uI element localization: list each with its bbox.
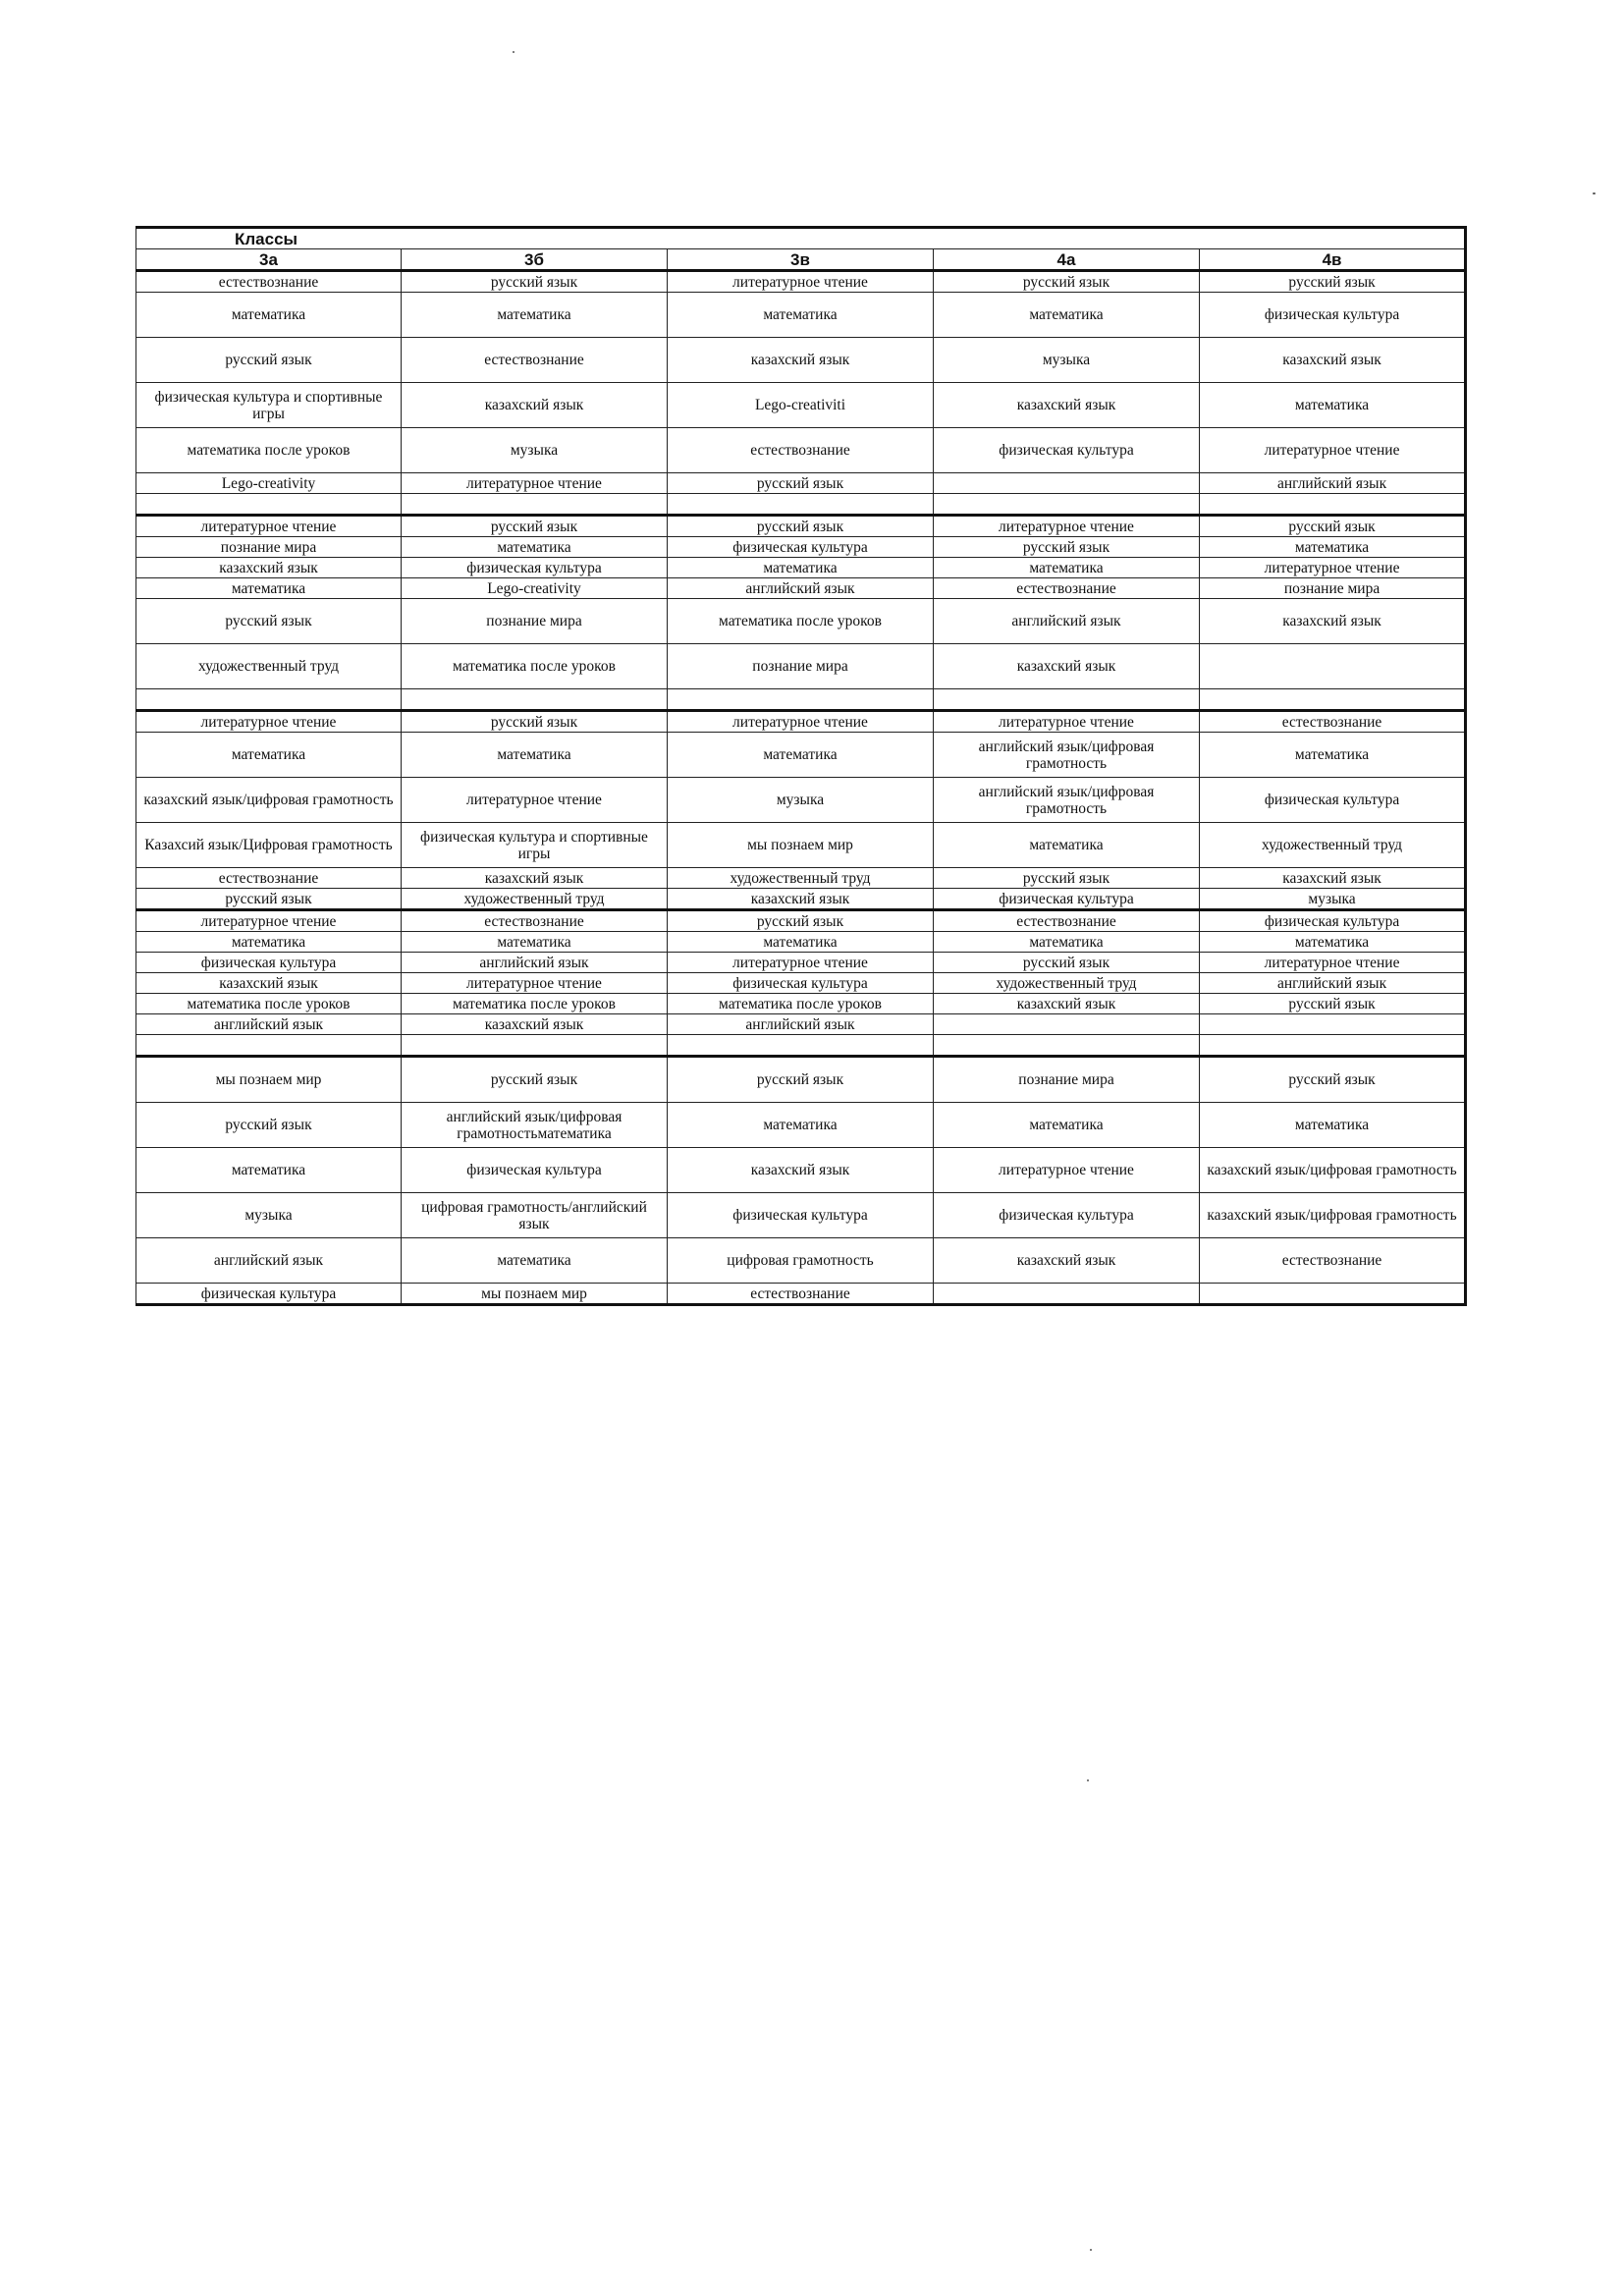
lesson-cell: математика: [668, 558, 934, 578]
lesson-cell: физическая культура: [1200, 910, 1466, 932]
lesson-cell: литературное чтение: [668, 953, 934, 973]
lesson-row: [136, 994, 1466, 1014]
lesson-row: [136, 1148, 1466, 1193]
lesson-cell: русский язык: [668, 473, 934, 494]
lesson-cell: физическая культура: [1200, 778, 1466, 823]
lesson-cell: казахский язык: [934, 1238, 1200, 1284]
lesson-cell: математика после уроков: [402, 644, 668, 689]
lesson-cell: физическая культура: [668, 537, 934, 558]
lesson-cell: английский язык/цифровая грамотностьматематика: [402, 1103, 668, 1148]
lesson-cell: физическая культура: [136, 953, 402, 973]
lesson-row: [136, 473, 1466, 494]
lesson-cell: литературное чтение: [668, 271, 934, 293]
lesson-cell: русский язык: [934, 953, 1200, 973]
lesson-cell: художественный труд: [1200, 823, 1466, 868]
lesson-row: [136, 558, 1466, 578]
lesson-cell: математика: [136, 733, 402, 778]
lesson-cell: математика: [668, 733, 934, 778]
lesson-row: [136, 910, 1466, 932]
lesson-row: [136, 428, 1466, 473]
lesson-cell: русский язык: [136, 1103, 402, 1148]
class-header-4a: 4а: [934, 249, 1200, 271]
lesson-cell: математика после уроков: [668, 994, 934, 1014]
lesson-cell: математика: [1200, 1103, 1466, 1148]
lesson-cell: [934, 473, 1200, 494]
lesson-cell: русский язык: [1200, 1057, 1466, 1103]
lesson-cell: мы познаем мир: [136, 1057, 402, 1103]
lesson-cell: литературное чтение: [136, 711, 402, 733]
lesson-cell: казахский язык: [1200, 868, 1466, 889]
lesson-cell: математика после уроков: [668, 599, 934, 644]
lesson-cell: [1200, 1284, 1466, 1305]
lesson-cell: физическая культура: [668, 973, 934, 994]
lesson-cell: литературное чтение: [402, 778, 668, 823]
lesson-cell: познание мира: [402, 599, 668, 644]
lesson-cell: литературное чтение: [934, 711, 1200, 733]
lesson-cell: физическая культура и спортивные игры: [402, 823, 668, 868]
lesson-cell: физическая культура: [934, 428, 1200, 473]
lesson-cell: казахский язык: [668, 889, 934, 910]
lesson-cell: математика: [136, 578, 402, 599]
lesson-cell: [934, 689, 1200, 711]
lesson-cell: физическая культура: [136, 1284, 402, 1305]
lesson-cell: [1200, 1035, 1466, 1057]
lesson-row: [136, 1193, 1466, 1238]
lesson-cell: русский язык: [934, 271, 1200, 293]
lesson-cell: математика: [1200, 733, 1466, 778]
lesson-cell: русский язык: [136, 889, 402, 910]
lesson-cell: русский язык: [136, 338, 402, 383]
lesson-cell: литературное чтение: [1200, 953, 1466, 973]
lesson-cell: русский язык: [402, 516, 668, 537]
lesson-cell: математика: [934, 293, 1200, 338]
lesson-cell: английский язык: [668, 578, 934, 599]
scan-speck: [1090, 2249, 1092, 2251]
lesson-cell: английский язык: [1200, 973, 1466, 994]
lesson-cell: литературное чтение: [668, 711, 934, 733]
lesson-cell: русский язык: [402, 271, 668, 293]
lesson-cell: физическая культура: [402, 1148, 668, 1193]
lesson-cell: естествознание: [136, 868, 402, 889]
lesson-cell: художественный труд: [668, 868, 934, 889]
lesson-row: [136, 1035, 1466, 1057]
lesson-cell: математика после уроков: [136, 994, 402, 1014]
lesson-cell: казахский язык: [934, 644, 1200, 689]
lesson-cell: познание мира: [136, 537, 402, 558]
lesson-cell: казахский язык/цифровая грамотность: [1200, 1193, 1466, 1238]
class-header-3a: 3а: [136, 249, 402, 271]
lesson-cell: литературное чтение: [934, 1148, 1200, 1193]
lesson-row: [136, 889, 1466, 910]
lesson-cell: познание мира: [668, 644, 934, 689]
lesson-cell: [136, 689, 402, 711]
lesson-row: [136, 516, 1466, 537]
lesson-cell: английский язык: [668, 1014, 934, 1035]
lesson-cell: физическая культура: [402, 558, 668, 578]
lesson-cell: математика: [136, 932, 402, 953]
lesson-cell: естествознание: [1200, 711, 1466, 733]
lesson-cell: литературное чтение: [1200, 428, 1466, 473]
lesson-cell: [934, 1035, 1200, 1057]
lesson-cell: математика: [934, 823, 1200, 868]
lesson-cell: литературное чтение: [136, 910, 402, 932]
lesson-row: [136, 293, 1466, 338]
lesson-cell: физическая культура: [934, 889, 1200, 910]
lesson-cell: [668, 689, 934, 711]
lesson-cell: английский язык/цифровая грамотность: [934, 778, 1200, 823]
lesson-cell: естествознание: [402, 910, 668, 932]
scan-speck: [1593, 192, 1596, 194]
lesson-row: [136, 689, 1466, 711]
classes-title: Классы: [136, 228, 1466, 249]
lesson-cell: музыка: [136, 1193, 402, 1238]
lesson-cell: математика: [934, 558, 1200, 578]
class-header-3b: 3б: [402, 249, 668, 271]
lesson-cell: русский язык: [402, 711, 668, 733]
lesson-cell: математика: [402, 932, 668, 953]
lesson-row: [136, 338, 1466, 383]
lesson-cell: художественный труд: [934, 973, 1200, 994]
lesson-cell: [136, 494, 402, 516]
lesson-cell: казахский язык: [668, 1148, 934, 1193]
scan-speck: [1087, 1779, 1089, 1781]
lesson-cell: физическая культура: [934, 1193, 1200, 1238]
lesson-cell: естествознание: [668, 428, 934, 473]
title-row: [136, 228, 1466, 249]
lesson-cell: русский язык: [1200, 271, 1466, 293]
lesson-cell: русский язык: [934, 537, 1200, 558]
lesson-cell: естествознание: [136, 271, 402, 293]
lesson-row: [136, 868, 1466, 889]
lesson-cell: русский язык: [934, 868, 1200, 889]
lesson-cell: Lego-creativity: [136, 473, 402, 494]
lesson-cell: [934, 494, 1200, 516]
lesson-cell: музыка: [668, 778, 934, 823]
lesson-cell: русский язык: [136, 599, 402, 644]
lesson-cell: английский язык/цифровая грамотность: [934, 733, 1200, 778]
lesson-cell: естествознание: [934, 910, 1200, 932]
lesson-row: [136, 823, 1466, 868]
lesson-cell: казахский язык: [402, 1014, 668, 1035]
lesson-cell: музыка: [934, 338, 1200, 383]
lesson-cell: литературное чтение: [934, 516, 1200, 537]
lesson-cell: английский язык: [136, 1238, 402, 1284]
lesson-cell: русский язык: [1200, 516, 1466, 537]
lesson-cell: [136, 1035, 402, 1057]
lesson-cell: математика: [136, 1148, 402, 1193]
lesson-cell: познание мира: [934, 1057, 1200, 1103]
lesson-cell: физическая культура и спортивные игры: [136, 383, 402, 428]
lesson-cell: Lego-creativiti: [668, 383, 934, 428]
lesson-row: [136, 711, 1466, 733]
lesson-cell: литературное чтение: [136, 516, 402, 537]
lesson-row: [136, 599, 1466, 644]
lesson-cell: музыка: [402, 428, 668, 473]
lesson-cell: математика: [402, 293, 668, 338]
lesson-cell: физическая культура: [668, 1193, 934, 1238]
lesson-row: [136, 953, 1466, 973]
lesson-cell: русский язык: [668, 1057, 934, 1103]
lesson-cell: английский язык: [934, 599, 1200, 644]
lesson-cell: математика: [1200, 537, 1466, 558]
lesson-cell: казахский язык: [402, 868, 668, 889]
lesson-cell: естествознание: [402, 338, 668, 383]
lesson-cell: музыка: [1200, 889, 1466, 910]
lesson-row: [136, 973, 1466, 994]
lesson-cell: казахский язык: [934, 383, 1200, 428]
lesson-cell: [1200, 1014, 1466, 1035]
lesson-row: [136, 1284, 1466, 1305]
lesson-cell: казахский язык: [668, 338, 934, 383]
lesson-cell: [1200, 689, 1466, 711]
lesson-cell: русский язык: [668, 516, 934, 537]
lesson-cell: казахский язык: [934, 994, 1200, 1014]
lesson-row: [136, 271, 1466, 293]
lesson-cell: мы познаем мир: [402, 1284, 668, 1305]
lesson-cell: математика: [402, 733, 668, 778]
lesson-row: [136, 578, 1466, 599]
lesson-cell: [402, 494, 668, 516]
class-header-4v: 4в: [1200, 249, 1466, 271]
class-header-row: [136, 249, 1466, 271]
lesson-row: [136, 1057, 1466, 1103]
lesson-cell: английский язык: [1200, 473, 1466, 494]
scan-speck: [513, 51, 514, 53]
lesson-row: [136, 932, 1466, 953]
lesson-cell: математика: [1200, 932, 1466, 953]
lesson-cell: литературное чтение: [1200, 558, 1466, 578]
lesson-cell: математика после уроков: [136, 428, 402, 473]
lesson-cell: математика: [402, 1238, 668, 1284]
schedule-table: [135, 226, 1467, 1306]
lesson-cell: естествознание: [668, 1284, 934, 1305]
lesson-cell: математика: [934, 932, 1200, 953]
lesson-cell: математика: [136, 293, 402, 338]
lesson-cell: математика: [668, 1103, 934, 1148]
lesson-cell: русский язык: [668, 910, 934, 932]
lesson-row: [136, 1103, 1466, 1148]
lesson-row: [136, 1014, 1466, 1035]
lesson-cell: художественный труд: [136, 644, 402, 689]
lesson-cell: литературное чтение: [402, 473, 668, 494]
lesson-cell: математика: [668, 293, 934, 338]
lesson-cell: художественный труд: [402, 889, 668, 910]
lesson-cell: [668, 494, 934, 516]
lesson-cell: математика: [934, 1103, 1200, 1148]
lesson-cell: [934, 1014, 1200, 1035]
lesson-cell: познание мира: [1200, 578, 1466, 599]
lesson-cell: казахский язык: [136, 973, 402, 994]
lesson-cell: [668, 1035, 934, 1057]
lesson-cell: казахский язык/цифровая грамотность: [1200, 1148, 1466, 1193]
lesson-cell: английский язык: [402, 953, 668, 973]
lesson-cell: [402, 689, 668, 711]
lesson-row: [136, 778, 1466, 823]
lesson-cell: [1200, 644, 1466, 689]
lesson-row: [136, 537, 1466, 558]
lesson-cell: мы познаем мир: [668, 823, 934, 868]
lesson-cell: [402, 1035, 668, 1057]
lesson-cell: математика после уроков: [402, 994, 668, 1014]
lesson-cell: естествознание: [934, 578, 1200, 599]
lesson-cell: казахский язык: [1200, 338, 1466, 383]
lesson-cell: английский язык: [136, 1014, 402, 1035]
lesson-cell: математика: [1200, 383, 1466, 428]
lesson-cell: казахский язык: [1200, 599, 1466, 644]
lesson-row: [136, 733, 1466, 778]
lesson-row: [136, 383, 1466, 428]
lesson-cell: [934, 1284, 1200, 1305]
lesson-row: [136, 494, 1466, 516]
class-header-3v: 3в: [668, 249, 934, 271]
lesson-cell: Казахсий язык/Цифровая грамотность: [136, 823, 402, 868]
lesson-row: [136, 644, 1466, 689]
lesson-cell: казахский язык/цифровая грамотность: [136, 778, 402, 823]
lesson-cell: физическая культура: [1200, 293, 1466, 338]
lesson-cell: цифровая грамотность/английский язык: [402, 1193, 668, 1238]
lesson-cell: математика: [402, 537, 668, 558]
lesson-cell: казахский язык: [402, 383, 668, 428]
lesson-cell: цифровая грамотность: [668, 1238, 934, 1284]
lesson-cell: казахский язык: [136, 558, 402, 578]
lesson-row: [136, 1238, 1466, 1284]
lesson-cell: математика: [668, 932, 934, 953]
lesson-cell: [1200, 494, 1466, 516]
lesson-cell: литературное чтение: [402, 973, 668, 994]
lesson-cell: Lego-creativity: [402, 578, 668, 599]
lesson-cell: русский язык: [402, 1057, 668, 1103]
lesson-cell: естествознание: [1200, 1238, 1466, 1284]
lesson-cell: русский язык: [1200, 994, 1466, 1014]
